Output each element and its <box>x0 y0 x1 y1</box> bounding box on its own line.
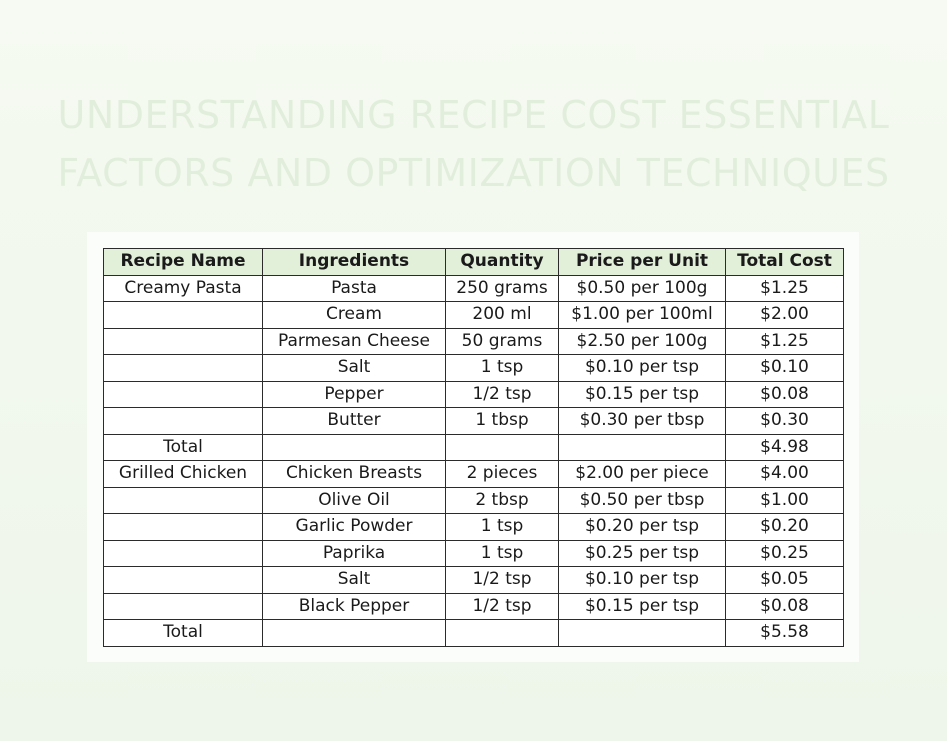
recipe-name-cell: Grilled Chicken <box>104 461 263 488</box>
quantity-cell: 50 grams <box>446 328 559 355</box>
quantity-cell: 1 tsp <box>446 514 559 541</box>
ingredient-cell: Paprika <box>263 540 446 567</box>
price-per-unit-cell: $0.25 per tsp <box>559 540 726 567</box>
total-cost-cell: $0.05 <box>726 567 844 594</box>
total-cost-cell: $0.08 <box>726 381 844 408</box>
total-cost-cell: $5.58 <box>726 620 844 647</box>
recipe-name-cell <box>104 514 263 541</box>
quantity-cell <box>446 620 559 647</box>
quantity-cell: 1/2 tsp <box>446 567 559 594</box>
header-ingredients: Ingredients <box>263 249 446 276</box>
total-cost-cell: $2.00 <box>726 302 844 329</box>
ingredient-cell: Butter <box>263 408 446 435</box>
price-per-unit-cell: $2.50 per 100g <box>559 328 726 355</box>
table-row <box>104 355 844 382</box>
recipe-name-cell: Total <box>104 434 263 461</box>
header-quantity: Quantity <box>446 249 559 276</box>
table-row <box>104 408 844 435</box>
ingredient-cell: Garlic Powder <box>263 514 446 541</box>
title-line-1: UNDERSTANDING RECIPE COST ESSENTIAL <box>57 93 890 137</box>
quantity-cell: 1/2 tsp <box>446 381 559 408</box>
header-row <box>104 249 844 276</box>
recipe-name-cell <box>104 355 263 382</box>
recipe-name-cell <box>104 593 263 620</box>
quantity-cell: 200 ml <box>446 302 559 329</box>
ingredient-cell: Salt <box>263 567 446 594</box>
table-body <box>104 275 844 646</box>
table-row <box>104 593 844 620</box>
price-per-unit-cell: $0.10 per tsp <box>559 355 726 382</box>
quantity-cell: 1 tbsp <box>446 408 559 435</box>
total-cost-cell: $0.08 <box>726 593 844 620</box>
quantity-cell: 2 tbsp <box>446 487 559 514</box>
total-cost-cell: $1.25 <box>726 275 844 302</box>
price-per-unit-cell <box>559 434 726 461</box>
quantity-cell: 2 pieces <box>446 461 559 488</box>
price-per-unit-cell: $0.10 per tsp <box>559 567 726 594</box>
recipe-name-cell <box>104 302 263 329</box>
table-row <box>104 514 844 541</box>
table-row <box>104 381 844 408</box>
ingredient-cell: Cream <box>263 302 446 329</box>
table-row <box>104 275 844 302</box>
quantity-cell: 250 grams <box>446 275 559 302</box>
quantity-cell <box>446 434 559 461</box>
ingredient-cell: Salt <box>263 355 446 382</box>
total-cost-cell: $4.98 <box>726 434 844 461</box>
ingredient-cell: Parmesan Cheese <box>263 328 446 355</box>
total-cost-cell: $0.25 <box>726 540 844 567</box>
price-per-unit-cell: $0.15 per tsp <box>559 381 726 408</box>
price-per-unit-cell <box>559 620 726 647</box>
ingredient-cell: Black Pepper <box>263 593 446 620</box>
table-row <box>104 567 844 594</box>
page-title <box>0 86 947 202</box>
price-per-unit-cell: $0.15 per tsp <box>559 593 726 620</box>
table-row <box>104 328 844 355</box>
recipe-name-cell: Total <box>104 620 263 647</box>
ingredient-cell <box>263 620 446 647</box>
price-per-unit-cell: $0.50 per 100g <box>559 275 726 302</box>
table-row <box>104 302 844 329</box>
header-price-per-unit: Price per Unit <box>559 249 726 276</box>
recipe-name-cell <box>104 540 263 567</box>
price-per-unit-cell: $0.20 per tsp <box>559 514 726 541</box>
total-cost-cell: $0.10 <box>726 355 844 382</box>
ingredient-cell <box>263 434 446 461</box>
ingredient-cell: Olive Oil <box>263 487 446 514</box>
table-row <box>104 461 844 488</box>
recipe-name-cell: Creamy Pasta <box>104 275 263 302</box>
header-total-cost: Total Cost <box>726 249 844 276</box>
recipe-name-cell <box>104 328 263 355</box>
quantity-cell: 1/2 tsp <box>446 593 559 620</box>
price-per-unit-cell: $0.30 per tbsp <box>559 408 726 435</box>
total-cost-cell: $1.00 <box>726 487 844 514</box>
recipe-cost-table <box>103 248 844 647</box>
ingredient-cell: Chicken Breasts <box>263 461 446 488</box>
quantity-cell: 1 tsp <box>446 540 559 567</box>
quantity-cell: 1 tsp <box>446 355 559 382</box>
table-row <box>104 620 844 647</box>
ingredient-cell: Pepper <box>263 381 446 408</box>
table-row <box>104 434 844 461</box>
table-row <box>104 540 844 567</box>
price-per-unit-cell: $1.00 per 100ml <box>559 302 726 329</box>
price-per-unit-cell: $0.50 per tbsp <box>559 487 726 514</box>
ingredient-cell: Pasta <box>263 275 446 302</box>
price-per-unit-cell: $2.00 per piece <box>559 461 726 488</box>
total-cost-cell: $0.20 <box>726 514 844 541</box>
header-recipe-name: Recipe Name <box>104 249 263 276</box>
recipe-name-cell <box>104 381 263 408</box>
total-cost-cell: $0.30 <box>726 408 844 435</box>
recipe-name-cell <box>104 408 263 435</box>
recipe-name-cell <box>104 567 263 594</box>
total-cost-cell: $1.25 <box>726 328 844 355</box>
table-row <box>104 487 844 514</box>
title-line-2: FACTORS AND OPTIMIZATION TECHNIQUES <box>57 151 890 195</box>
recipe-name-cell <box>104 487 263 514</box>
total-cost-cell: $4.00 <box>726 461 844 488</box>
